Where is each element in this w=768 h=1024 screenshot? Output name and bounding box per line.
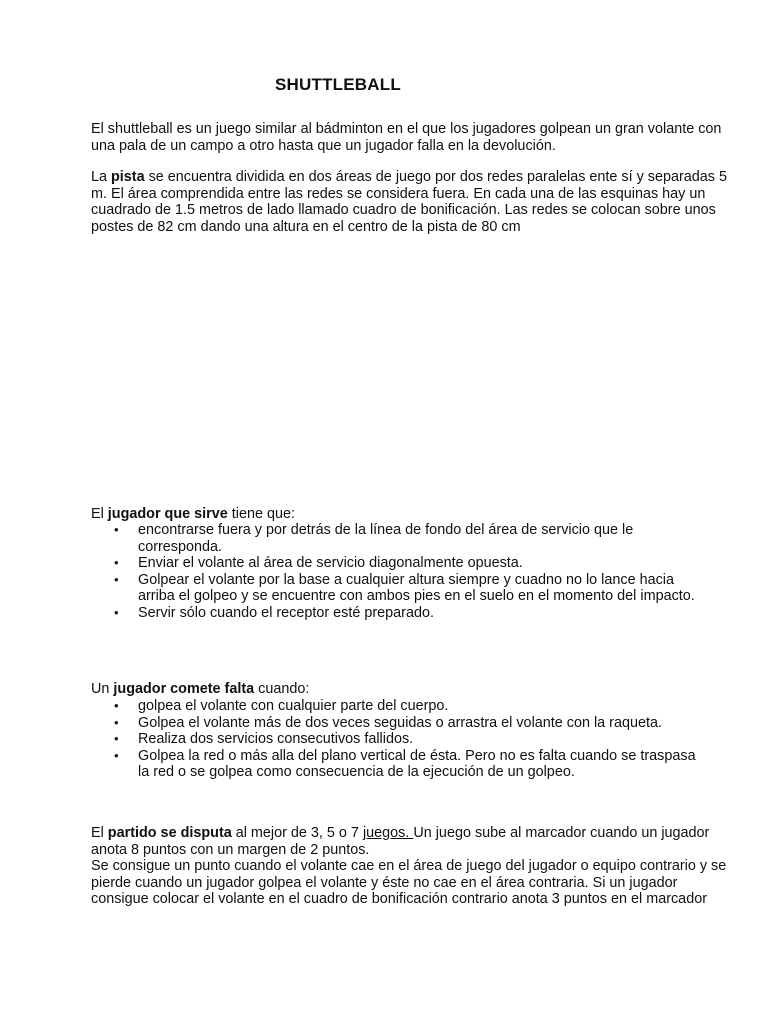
- list-item-text: encontrarse fuera y por detrás de la línea de fondo del área de servicio que le corresponda.: [138, 522, 634, 555]
- pista-pre: La: [91, 169, 112, 185]
- list-item: [91, 715, 698, 732]
- sirve-pre: El: [91, 506, 108, 522]
- falta-bold: jugador comete falta: [113, 681, 255, 697]
- bullet-icon: •: [114, 698, 119, 713]
- sirve-post: tiene que:: [227, 506, 295, 522]
- partido-mid: al mejor de 3, 5 o 7: [231, 825, 363, 841]
- list-item: [91, 522, 698, 555]
- bullet-icon: •: [114, 731, 119, 747]
- list-item: [91, 731, 698, 748]
- sirve-heading: [91, 506, 731, 523]
- list-item: [91, 698, 698, 715]
- pista-text: se encuentra dividida en dos áreas de juego por dos redes paralelas ente sí y separadas 5 m. El área comprendida entre las redes se considera fuera. En cada una de las esquinas hay un cuadrado de 1.5 metros de lado llamado cuadro de bonificación. Las redes se colocan sobre unos postes de 82 cm dando una altura en el centro de la pista de 80 cm: [91, 169, 728, 235]
- partido-underlined: juegos.: [362, 825, 414, 841]
- falta-pre: Un: [91, 681, 114, 697]
- partido-paragraph: [91, 825, 731, 908]
- list-item-text: Golpear el volante por la base a cualquier altura siempre y cuadno no lo lance hacia arriba el golpeo y se encuentre con ambos pies en el suelo en el momento del impacto.: [138, 571, 695, 605]
- bullet-icon: •: [114, 522, 119, 537]
- bullet-icon: •: [114, 714, 119, 730]
- list-item-text: Realiza dos servicios consecutivos fallidos.: [138, 731, 414, 748]
- bullet-icon: •: [114, 571, 119, 587]
- partido-line2: Se consigue un punto cuando el volante cae en el área de juego del jugador o equipo contrario y se pierde cuando un jugador golpea el volante y éste no cae en el área contraria. Si un jugador consigue colocar el volante en el cuadro de bonificación contrario anota 3 puntos en el marcador: [91, 858, 727, 908]
- list-item: [91, 555, 698, 572]
- falta-heading: [91, 681, 731, 698]
- partido-post: Un juego sube al marcador cuando un jugador anota 8 puntos con un margen de 2 puntos.: [91, 825, 710, 858]
- bullet-icon: •: [114, 747, 119, 763]
- list-item-text: golpea el volante con cualquier parte del cuerpo.: [138, 698, 449, 714]
- bullet-icon: •: [114, 555, 119, 571]
- blank-area: [91, 270, 691, 480]
- list-item: [91, 748, 698, 781]
- intro-paragraph: El shuttleball es un juego similar al bádminton en el que los jugadores golpean un gran volante con una pala de un campo a otro hasta que un jugador falla en la devolución.: [91, 121, 722, 154]
- list-item-text: Golpea el volante más de dos veces seguidas o arrastra el volante con la raqueta.: [138, 714, 662, 731]
- list-item: [91, 605, 698, 622]
- partido-bold: partido se disputa: [107, 825, 232, 841]
- list-item-text: Enviar el volante al área de servicio diagonalmente opuesta.: [138, 555, 523, 572]
- sirve-list: [91, 522, 731, 622]
- falta-list: [91, 698, 731, 781]
- falta-post: cuando:: [254, 681, 310, 697]
- bullet-icon: •: [114, 604, 119, 620]
- list-item: [91, 572, 698, 605]
- pista-paragraph: [91, 169, 731, 235]
- document-title: SHUTTLEBALL: [275, 75, 401, 94]
- partido-pre: El: [91, 825, 108, 841]
- list-item-text: Golpea la red o más alla del plano vertical de ésta. Pero no es falta cuando se traspasa la red o se golpea como consecuencia de la ejecución de un golpeo.: [138, 747, 696, 781]
- sirve-bold: jugador que sirve: [107, 506, 228, 522]
- list-item-text: Servir sólo cuando el receptor esté preparado.: [138, 604, 434, 621]
- pista-bold: pista: [111, 169, 145, 185]
